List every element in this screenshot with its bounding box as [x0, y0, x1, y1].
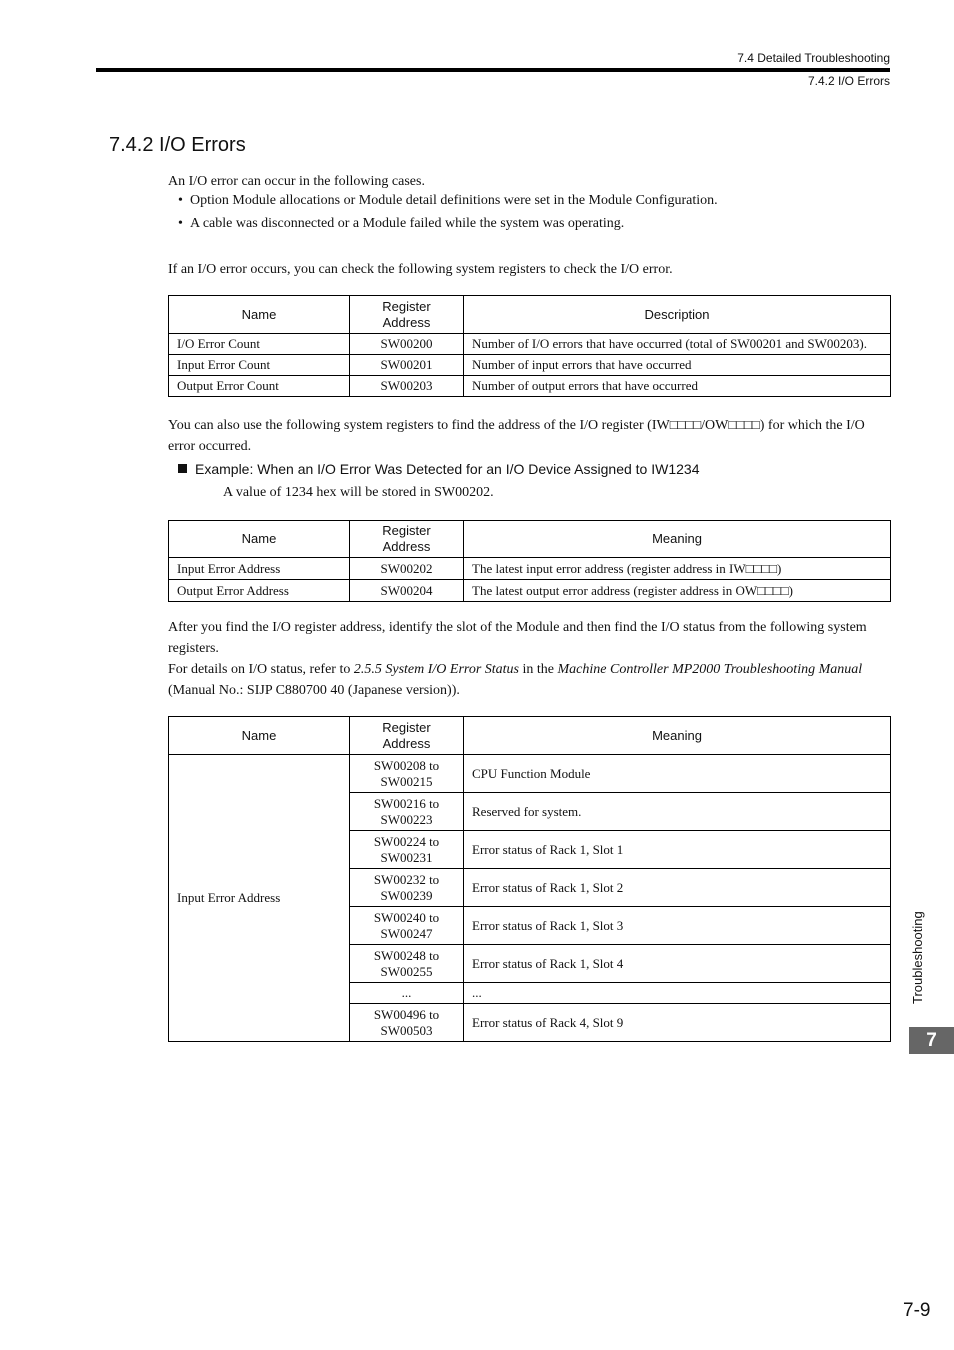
- cell-meaning: CPU Function Module: [464, 755, 891, 793]
- intro-text: An I/O error can occur in the following cases.: [168, 174, 425, 189]
- cell-meaning: Error status of Rack 1, Slot 2: [464, 869, 891, 907]
- table-row: [169, 376, 891, 397]
- cell-address: SW00203: [350, 376, 464, 397]
- table-row: [169, 755, 891, 793]
- column-header: Meaning: [464, 521, 891, 558]
- cell-address: [350, 907, 464, 945]
- cell-meaning: Reserved for system.: [464, 793, 891, 831]
- cell-description: Number of output errors that have occurred: [464, 376, 891, 397]
- side-chapter-label: Troubleshooting: [910, 911, 925, 1004]
- address-lookup-text: [168, 414, 890, 457]
- cell-address: [350, 1004, 464, 1042]
- table-row: [169, 558, 891, 580]
- cell-meaning: Error status of Rack 1, Slot 3: [464, 907, 891, 945]
- cell-address: [350, 755, 464, 793]
- cell-address: [350, 869, 464, 907]
- address-start: SW00240 to: [373, 909, 440, 925]
- square-bullet-icon: [178, 464, 187, 473]
- column-header: Register Address: [350, 521, 464, 558]
- cell-meaning: The latest input error address (register address in IW□□□□): [464, 558, 891, 580]
- address-end: SW00503: [380, 1022, 433, 1038]
- cell-address: SW00202: [350, 558, 464, 580]
- io-error-address-table: [168, 520, 891, 602]
- cell-description: Number of input errors that have occurred: [464, 355, 891, 376]
- address-end: SW00247: [380, 925, 433, 941]
- cell-name: Input Error Address: [169, 558, 350, 580]
- section-title: 7.4.2 I/O Errors: [109, 134, 246, 156]
- address-end: SW00255: [380, 963, 433, 979]
- column-header: Name: [169, 717, 350, 755]
- address-start: SW00208 to: [373, 757, 440, 773]
- column-header: Register Address: [350, 717, 464, 755]
- address-start: SW00232 to: [373, 871, 440, 887]
- header-rule: [96, 68, 890, 72]
- cell-address: [350, 831, 464, 869]
- placeholder-boxes: □□□□: [728, 417, 760, 432]
- cell-meaning: ...: [464, 983, 891, 1004]
- column-header: Name: [169, 521, 350, 558]
- table-header-row: [169, 521, 891, 558]
- address-end: SW00239: [380, 887, 433, 903]
- cell-meaning: Error status of Rack 4, Slot 9: [464, 1004, 891, 1042]
- address-end: SW00223: [380, 811, 433, 827]
- io-status-table: [168, 716, 891, 1042]
- io-error-count-table: [168, 295, 891, 397]
- column-header: Meaning: [464, 717, 891, 755]
- address-start: SW00216 to: [373, 795, 440, 811]
- cell-address: [350, 793, 464, 831]
- cell-meaning: The latest output error address (register address in OW□□□□): [464, 580, 891, 602]
- table-header-row: [169, 717, 891, 755]
- check-text: If an I/O error occurs, you can check the following system registers to check the I/O error.: [168, 262, 673, 277]
- example-heading-text: Example: When an I/O Error Was Detected for an I/O Device Assigned to IW1234: [195, 461, 700, 477]
- cell-address: [350, 945, 464, 983]
- cell-address: SW00204: [350, 580, 464, 602]
- cell-address: SW00201: [350, 355, 464, 376]
- reference-text: [168, 659, 890, 701]
- placeholder-boxes: □□□□: [669, 417, 702, 432]
- address-start: SW00496 to: [373, 1006, 440, 1022]
- address-start: SW00224 to: [373, 833, 440, 849]
- reference-section-title: 2.5.5 System I/O Error Status: [353, 662, 520, 677]
- cell-address: SW00200: [350, 334, 464, 355]
- text-fragment: (Manual No.: SIJP C880700 40 (Japanese version)).: [168, 683, 460, 698]
- cell-name: Output Error Address: [169, 580, 350, 602]
- reference-manual-title: Machine Controller MP2000 Troubleshooting Manual: [557, 662, 863, 677]
- cell-name: Input Error Count: [169, 355, 350, 376]
- running-header-section: 7.4 Detailed Troubleshooting: [737, 51, 890, 65]
- table-row: [169, 580, 891, 602]
- cell-meaning: Error status of Rack 1, Slot 4: [464, 945, 891, 983]
- bullet-text: A cable was disconnected or a Module failed while the system was operating.: [190, 216, 625, 231]
- table-row: [169, 334, 891, 355]
- text-fragment: For details on I/O status, refer to: [168, 662, 354, 677]
- address-end: SW00215: [380, 773, 433, 789]
- cell-name: I/O Error Count: [169, 334, 350, 355]
- example-text: A value of 1234 hex will be stored in SW00202.: [223, 485, 494, 500]
- column-header: Register Address: [350, 296, 464, 334]
- bullet-item-2: • A cable was disconnected or a Module failed while the system was operating.: [178, 216, 625, 231]
- text-fragment: You can also use the following system registers to find the address of the I/O register (IW: [168, 418, 670, 433]
- page-number: 7-9: [903, 1300, 931, 1321]
- text-fragment: ) for which the I/O error occurred.: [168, 418, 865, 454]
- cell-name: Output Error Count: [169, 376, 350, 397]
- slot-lookup-text: After you find the I/O register address, identify the slot of the Module and then find the I/O status from the following system registers.: [168, 620, 867, 656]
- bullet-text: Option Module allocations or Module detail definitions were set in the Module Configuration.: [190, 193, 718, 208]
- column-header: Name: [169, 296, 350, 334]
- cell-address: ...: [350, 983, 464, 1004]
- cell-name: Input Error Address: [169, 755, 350, 1042]
- table-header-row: [169, 296, 891, 334]
- cell-description: Number of I/O errors that have occurred (total of SW00201 and SW00203).: [464, 334, 891, 355]
- example-heading: [178, 461, 699, 477]
- address-start: SW00248 to: [373, 947, 440, 963]
- text-fragment: in the: [519, 662, 558, 677]
- address-end: SW00231: [380, 849, 433, 865]
- column-header: Description: [464, 296, 891, 334]
- cell-meaning: Error status of Rack 1, Slot 1: [464, 831, 891, 869]
- bullet-item-1: • Option Module allocations or Module detail definitions were set in the Module Configuration.: [178, 193, 718, 208]
- text-fragment: /OW: [701, 418, 729, 433]
- running-header-subsection: 7.4.2 I/O Errors: [807, 74, 890, 88]
- chapter-tab: 7: [909, 1027, 954, 1054]
- table-row: [169, 355, 891, 376]
